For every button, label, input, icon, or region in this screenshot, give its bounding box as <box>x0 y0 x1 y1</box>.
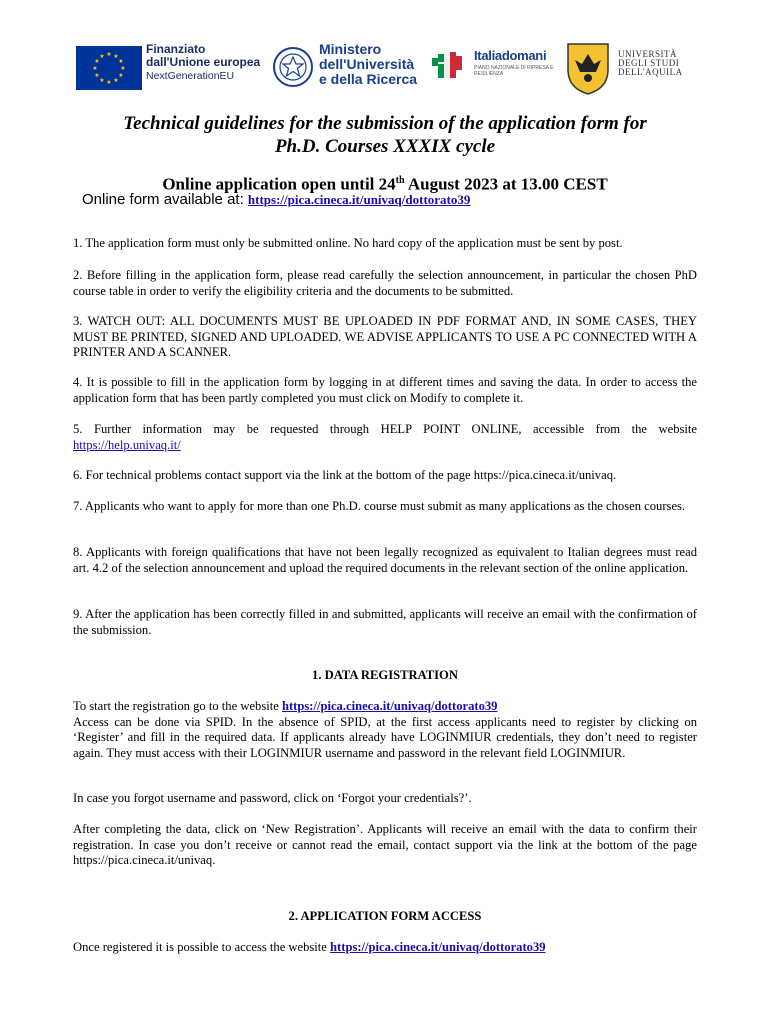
section-2-para-1 <box>73 940 697 956</box>
svg-text:★: ★ <box>113 53 119 60</box>
svg-text:★: ★ <box>106 51 112 58</box>
item-2-text: 2. Before filling in the application form, please read carefully the selection announcement, in particular the chosen PhD course table in order to verify the eligibility criteria and the documents to be submitted. <box>73 268 697 298</box>
mur-line2: dell'Università <box>319 56 415 72</box>
sec1-p2-text: In case you forgot username and password, click on ‘Forgot your credentials?’. <box>73 791 472 805</box>
sec1-p1-text: To start the registration go to the website <box>73 699 282 713</box>
item-6-text: 6. For technical problems contact support via the link at the bottom of the page https://pica.cineca.it/univaq. <box>73 468 617 482</box>
italiadomani-name-b: domani <box>501 48 547 63</box>
item-1-text: 1. The application form must only be submitted online. No hard copy of the application must be sent by post. <box>73 236 623 250</box>
eu-line2: dall'Unione europea <box>146 55 261 69</box>
title-line1: Technical guidelines for the submission of the application form for <box>123 113 647 134</box>
item-3-text: 3. WATCH OUT: ALL DOCUMENTS MUST BE UPLOADED IN PDF FORMAT AND, IN SOME CASES, THEY MUST BE PRINTED, SIGNED AND UPLOADED. WE ADVISE APPLICANTS TO USE A PC CONNECTED WITH A PRINTER AND A SCANNER. <box>73 314 697 359</box>
univaq-line1: UNIVERSITÀ <box>618 49 677 59</box>
form-available-label: Online form available at: <box>82 191 248 208</box>
sec1-p3-text: After completing the data, click on ‘New Registration’. Applicants will receive an email with the data to confirm their registration. In case you don’t receive or cannot read the email, contact support via the link at the bottom of the page https://pica.cineca.it/univaq. <box>73 822 697 867</box>
sec2-p1-text: Once registered it is possible to access the website <box>73 940 331 954</box>
svg-text:★: ★ <box>106 79 112 86</box>
university-name-text <box>618 50 683 77</box>
item-9 <box>73 607 697 638</box>
section-1-para-1 <box>73 699 697 761</box>
svg-text:★: ★ <box>120 65 126 72</box>
item-7 <box>73 499 697 515</box>
university-shield-icon <box>563 40 613 96</box>
section-1-para-2 <box>73 791 697 807</box>
item-8 <box>73 545 697 576</box>
help-point-link[interactable]: https://help.univaq.it/ <box>73 437 181 452</box>
italiadomani-flag-icon <box>430 48 470 84</box>
section-2-heading: 2. APPLICATION FORM ACCESS <box>288 909 482 923</box>
title-line2: Ph.D. Courses XXXIX cycle <box>274 136 496 157</box>
svg-text:★: ★ <box>118 58 124 65</box>
univaq-line2: DEGLI STUDI <box>618 58 680 68</box>
subtitle-sup: th <box>395 175 405 186</box>
item-4-text: 4. It is possible to fill in the application form by logging in at different times and saving the data. In order to access the application form that has been partly completed you must click on Modify to complete it. <box>73 375 697 405</box>
eu-line1: Finanziato <box>146 42 206 56</box>
item-1 <box>73 236 697 252</box>
svg-text:★: ★ <box>94 58 100 65</box>
svg-text:★: ★ <box>99 53 105 60</box>
italian-republic-emblem-icon <box>272 45 314 89</box>
mur-line1: Ministero <box>319 41 382 57</box>
svg-text:★: ★ <box>92 65 98 72</box>
item-3 <box>73 314 697 361</box>
section-1-para-3 <box>73 822 697 869</box>
subtitle-pre: Online application open until 24 <box>162 174 396 194</box>
registration-link[interactable]: https://pica.cineca.it/univaq/dottorato39 <box>281 699 498 713</box>
ministry-text <box>319 42 417 87</box>
item-5 <box>73 422 697 453</box>
svg-text:★: ★ <box>113 77 119 84</box>
eu-flag-logo <box>76 46 142 90</box>
eu-line3: NextGenerationEU <box>146 70 235 82</box>
mur-line3: e della Ricerca <box>319 71 418 87</box>
item-7-text: 7. Applicants who want to apply for more than one Ph.D. course must submit as many applications as the chosen courses. <box>73 499 686 513</box>
sec1-p1-rest: Access can be done via SPID. In the absence of SPID, at the first access applicants need to register by clicking on ‘Register’ and fill in the required data. If applicants already have LOGINMIUR credentials, they don’t need to register again. They must access with their LOGINMIUR username and password in the relevant field LOGINMIUR. <box>73 714 697 760</box>
eu-funding-text <box>146 43 260 83</box>
italiadomani-tagline: PIANO NAZIONALE DI RIPRESA E RESILIENZA <box>474 65 554 77</box>
section-1-heading: 1. DATA REGISTRATION <box>312 668 458 682</box>
univaq-line3: DELL'AQUILA <box>618 67 683 77</box>
subtitle-post: August 2023 at 13.00 CEST <box>404 174 608 194</box>
item-2 <box>73 268 697 299</box>
header-logos <box>76 40 683 100</box>
italiadomani-text <box>474 48 564 77</box>
item-8-text: 8. Applicants with foreign qualifications that have not been legally recognized as equivalent to Italian degrees must read art. 4.2 of the selection announcement and upload the required documents in the relevant section of the online application. <box>73 545 697 575</box>
form-available-line <box>82 190 470 210</box>
svg-text:★: ★ <box>118 72 124 79</box>
svg-text:★: ★ <box>94 72 100 79</box>
svg-text:★: ★ <box>99 77 105 84</box>
item-4 <box>73 375 697 406</box>
item-9-text: 9. After the application has been correctly filled in and submitted, applicants will receive an email with the confirmation of the submission. <box>73 607 697 637</box>
document-title <box>60 112 710 158</box>
italiadomani-name-a: Italia <box>474 48 502 63</box>
item-6 <box>73 468 697 484</box>
access-link[interactable]: https://pica.cineca.it/univaq/dottorato39 <box>330 940 546 954</box>
form-link[interactable]: https://pica.cineca.it/univaq/dottorato39 <box>247 192 471 207</box>
item-5-text: 5. Further information may be requested through HELP POINT ONLINE, accessible from the website <box>73 422 697 436</box>
